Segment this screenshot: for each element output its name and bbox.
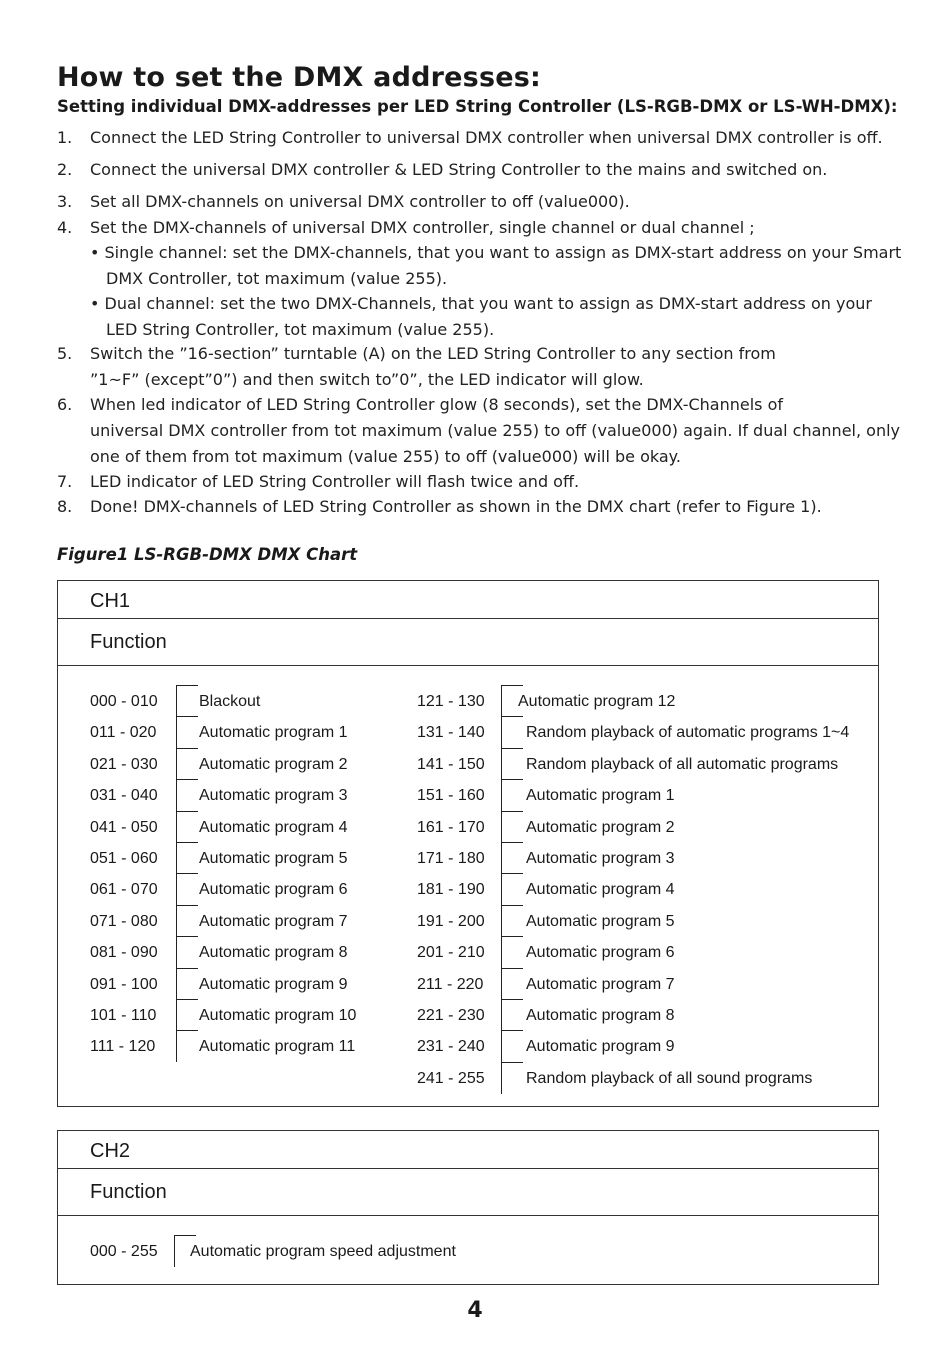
dmx-entry: [90, 905, 420, 937]
step-number: 7.: [57, 472, 73, 491]
dmx-range: 000 - 255: [90, 1243, 158, 1260]
dmx-entry: [417, 842, 877, 874]
dmx-entry: [90, 873, 420, 905]
bracket-mark: [176, 779, 198, 811]
step-number: 3.: [57, 192, 73, 211]
dmx-range: 091 - 100: [90, 975, 158, 993]
bullet-text: DMX Controller, tot maximum (value 255).: [106, 269, 448, 288]
dmx-description: Blackout: [199, 693, 261, 710]
dmx-description: Automatic program speed adjustment: [190, 1243, 456, 1260]
dmx-description: Automatic program 3: [526, 850, 675, 867]
step-number: 1.: [57, 128, 73, 147]
step-text: Connect the LED String Controller to universal DMX controller when universal DMX controller is off.: [90, 128, 883, 147]
bracket-mark: [176, 748, 198, 780]
dmx-description: Automatic program 1: [199, 724, 348, 742]
dmx-entry: [90, 748, 420, 780]
dmx-description: Random playback of automatic programs 1~4: [526, 724, 850, 742]
page-subtitle: Setting individual DMX-addresses per LED String Controller (LS-RGB-DMX or LS-WH-DMX):: [57, 97, 898, 116]
dmx-range: 201 - 210: [417, 944, 485, 962]
bracket-mark: [501, 748, 523, 780]
step-text: Set the DMX-channels of universal DMX controller, single channel or dual channel ;: [90, 218, 755, 237]
step-text: Switch the ”16-section” turntable (A) on the LED String Controller to any section from: [90, 344, 776, 363]
dmx-entry: [90, 968, 420, 1000]
dmx-range: 151 - 160: [417, 787, 485, 805]
step-text: Set all DMX-channels on universal DMX controller to off (value000).: [90, 192, 630, 211]
ch2-function-row: [58, 1169, 878, 1216]
dmx-entry: [90, 811, 420, 843]
ch1-table: [57, 580, 879, 1107]
dmx-range: 121 - 130: [417, 693, 485, 710]
dmx-range: 181 - 190: [417, 881, 485, 899]
ch1-label: CH1: [90, 590, 131, 612]
dmx-description: Random playback of all automatic programs: [526, 755, 839, 773]
bracket-mark: [176, 716, 198, 748]
dmx-range: 021 - 030: [90, 755, 158, 773]
bracket-mark: [501, 1062, 523, 1094]
dmx-entry: [417, 1030, 877, 1062]
bracket-mark: [176, 968, 198, 1000]
dmx-description: Automatic program 4: [199, 818, 348, 836]
dmx-description: Automatic program 12: [518, 693, 676, 710]
dmx-description: Automatic program 4: [526, 881, 675, 899]
dmx-entry: [417, 1062, 877, 1094]
dmx-range: 241 - 255: [417, 1069, 485, 1087]
bracket-mark: [176, 936, 198, 968]
bracket-mark: [501, 999, 523, 1031]
dmx-description: Automatic program 11: [199, 1038, 356, 1056]
dmx-range: 011 - 020: [90, 724, 157, 742]
bullet-text: LED String Controller, tot maximum (value 255).: [106, 320, 495, 339]
dmx-entry: [90, 1030, 420, 1062]
bracket-mark: [501, 873, 523, 905]
dmx-range: 211 - 220: [417, 975, 484, 993]
step-text: ”1~F” (except”0”) and then switch to”0”, the LED indicator will glow.: [90, 370, 644, 389]
ch2-function-label: Function: [90, 1181, 167, 1203]
dmx-range: 191 - 200: [417, 912, 485, 930]
ch1-function-label: Function: [90, 631, 167, 653]
step-number: 8.: [57, 497, 73, 516]
dmx-entry: [417, 716, 877, 748]
dmx-range: 161 - 170: [417, 818, 485, 836]
dmx-entry: [90, 779, 420, 811]
bracket-mark: [176, 1030, 198, 1062]
ch2-table: [57, 1130, 879, 1285]
dmx-range: 071 - 080: [90, 912, 158, 930]
bracket-mark: [501, 1030, 523, 1062]
dmx-description: Automatic program 10: [199, 1007, 357, 1024]
bracket-mark: [176, 685, 198, 717]
dmx-range: 231 - 240: [417, 1038, 485, 1056]
dmx-description: Automatic program 1: [526, 787, 675, 805]
dmx-range: 000 - 010: [90, 693, 158, 710]
bracket-mark: [501, 779, 523, 811]
dmx-description: Automatic program 8: [526, 1007, 675, 1024]
bracket-mark: [501, 968, 523, 1000]
bracket-mark: [176, 905, 198, 937]
dmx-description: Automatic program 7: [526, 975, 675, 993]
dmx-entry: [90, 716, 420, 748]
step-number: 5.: [57, 344, 73, 363]
step-text: Done! DMX-channels of LED String Controller as shown in the DMX chart (refer to Figure 1).: [90, 497, 822, 516]
dmx-range: 041 - 050: [90, 818, 158, 836]
dmx-entry: [417, 999, 877, 1031]
step-number: 2.: [57, 160, 73, 179]
dmx-entry: [90, 842, 420, 874]
dmx-entry: [90, 685, 420, 717]
dmx-description: Automatic program 2: [526, 818, 675, 836]
step-text: When led indicator of LED String Controller glow (8 seconds), set the DMX-Channels of: [90, 395, 783, 414]
dmx-entry: [90, 1235, 590, 1267]
dmx-range: 221 - 230: [417, 1007, 485, 1024]
bullet-text: • Dual channel: set the two DMX-Channels, that you want to assign as DMX-start address on your: [90, 294, 872, 313]
bracket-mark: [176, 842, 198, 874]
dmx-range: 171 - 180: [417, 850, 485, 867]
step-text: Connect the universal DMX controller & LED String Controller to the mains and switched on.: [90, 160, 828, 179]
bracket-mark: [501, 716, 523, 748]
step-text: one of them from tot maximum (value 255) to off (value000) will be okay.: [90, 447, 681, 466]
dmx-description: Automatic program 2: [199, 755, 348, 773]
dmx-description: Automatic program 5: [526, 912, 675, 930]
dmx-description: Automatic program 5: [199, 850, 348, 867]
dmx-entry: [417, 968, 877, 1000]
dmx-entry: [417, 936, 877, 968]
bracket-mark: [501, 842, 523, 874]
page-number: 4: [467, 1298, 483, 1323]
ch2-header-row: [58, 1131, 878, 1169]
ch2-label: CH2: [90, 1140, 131, 1162]
bracket-mark: [501, 936, 523, 968]
dmx-range: 141 - 150: [417, 755, 485, 773]
dmx-entry: [417, 685, 877, 717]
step-text: universal DMX controller from tot maximum (value 255) to off (value000) again. If dual channel, only: [90, 421, 900, 440]
dmx-description: Automatic program 6: [199, 881, 348, 899]
dmx-description: Automatic program 3: [199, 787, 348, 805]
dmx-entry: [417, 873, 877, 905]
bracket-mark: [176, 999, 198, 1031]
dmx-range: 031 - 040: [90, 787, 158, 805]
dmx-entry: [417, 748, 877, 780]
dmx-range: 051 - 060: [90, 850, 158, 867]
step-number: 4.: [57, 218, 73, 237]
page-title: How to set the DMX addresses:: [57, 62, 541, 93]
dmx-entry: [90, 999, 420, 1031]
bracket-mark: [176, 873, 198, 905]
dmx-description: Automatic program 9: [526, 1038, 675, 1056]
step-text: LED indicator of LED String Controller will flash twice and off.: [90, 472, 580, 491]
ch1-header-row: [58, 581, 878, 619]
dmx-entry: [417, 811, 877, 843]
dmx-entry: [90, 936, 420, 968]
bracket-mark: [501, 905, 523, 937]
dmx-description: Automatic program 6: [526, 944, 675, 962]
dmx-range: 081 - 090: [90, 944, 158, 962]
dmx-description: Automatic program 7: [199, 912, 348, 930]
bracket-mark: [176, 811, 198, 843]
bullet-text: • Single channel: set the DMX-channels, that you want to assign as DMX-start address on your Smart: [90, 243, 902, 262]
dmx-range: 131 - 140: [417, 724, 485, 742]
dmx-description: Automatic program 9: [199, 975, 348, 993]
ch1-function-row: [58, 619, 878, 666]
dmx-entry: [417, 779, 877, 811]
step-number: 6.: [57, 395, 73, 414]
figure-caption: Figure1 LS-RGB-DMX DMX Chart: [57, 545, 358, 564]
dmx-range: 111 - 120: [90, 1038, 156, 1056]
dmx-range: 061 - 070: [90, 881, 158, 899]
dmx-entry: [417, 905, 877, 937]
dmx-range: 101 - 110: [90, 1007, 157, 1024]
dmx-description: Automatic program 8: [199, 944, 348, 962]
bracket-mark: [501, 811, 523, 843]
dmx-description: Random playback of all sound programs: [526, 1069, 813, 1087]
